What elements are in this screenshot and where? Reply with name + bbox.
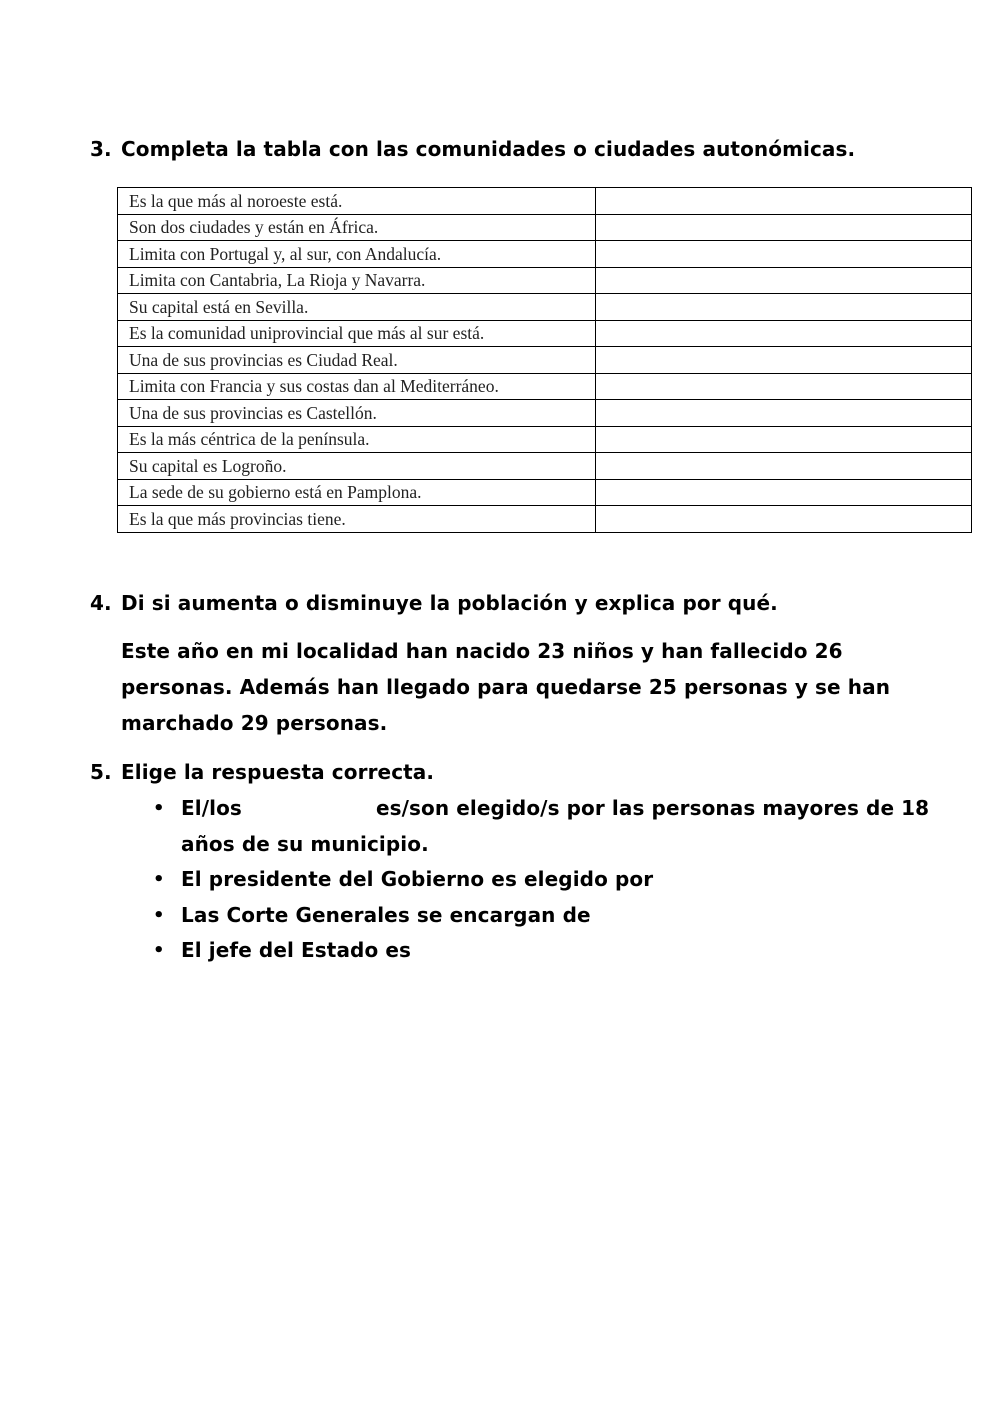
clue-cell: Una de sus provincias es Castellón. xyxy=(118,400,596,427)
question-4-heading xyxy=(90,591,778,615)
answer-cell[interactable] xyxy=(596,400,972,427)
question-5-text: Elige la respuesta correcta. xyxy=(121,760,435,784)
clue-cell: Su capital está en Sevilla. xyxy=(118,294,596,321)
question-3-heading xyxy=(90,137,855,161)
table-row xyxy=(118,347,972,374)
answer-cell[interactable] xyxy=(596,294,972,321)
table-row xyxy=(118,479,972,506)
clue-cell: Es la que más al noroeste está. xyxy=(118,188,596,215)
item-text-after: es/son elegido/s por las personas mayores de 18 años de su municipio. xyxy=(181,796,930,856)
clue-cell: Limita con Francia y sus costas dan al Mediterráneo. xyxy=(118,373,596,400)
item-text-before: El presidente del Gobierno es elegido por xyxy=(181,867,654,891)
answer-cell[interactable] xyxy=(596,188,972,215)
list-item xyxy=(150,898,930,934)
answer-cell[interactable] xyxy=(596,241,972,268)
clue-cell: Es la comunidad uniprovincial que más al sur está. xyxy=(118,320,596,347)
table-row xyxy=(118,453,972,480)
clue-cell: Limita con Portugal y, al sur, con Andalucía. xyxy=(118,241,596,268)
answer-cell[interactable] xyxy=(596,373,972,400)
table-row xyxy=(118,426,972,453)
answer-cell[interactable] xyxy=(596,479,972,506)
clue-cell: Es la que más provincias tiene. xyxy=(118,506,596,533)
clue-cell: Son dos ciudades y están en África. xyxy=(118,214,596,241)
bullet-icon: • xyxy=(153,940,165,961)
question-3-number: 3. xyxy=(90,137,112,161)
table-row xyxy=(118,294,972,321)
answer-cell[interactable] xyxy=(596,506,972,533)
answer-cell[interactable] xyxy=(596,214,972,241)
answer-cell[interactable] xyxy=(596,453,972,480)
bullet-icon: • xyxy=(153,904,165,926)
question-5-number: 5. xyxy=(90,760,112,784)
clue-cell: La sede de su gobierno está en Pamplona. xyxy=(118,479,596,506)
item-text-before: El/los xyxy=(181,796,242,820)
question-3-text: Completa la tabla con las comunidades o ciudades autonómicas. xyxy=(121,137,856,161)
list-item xyxy=(150,933,930,969)
question-5-heading xyxy=(90,760,434,784)
question-5-list xyxy=(150,791,930,969)
table-row xyxy=(118,241,972,268)
question-4-number: 4. xyxy=(90,591,112,615)
bullet-icon: • xyxy=(153,798,165,819)
answer-cell[interactable] xyxy=(596,347,972,374)
autonomous-communities-table xyxy=(117,187,972,533)
answer-cell[interactable] xyxy=(596,426,972,453)
question-4-text: Di si aumenta o disminuye la población y explica por qué. xyxy=(121,591,778,615)
list-item xyxy=(150,862,930,898)
clue-cell: Una de sus provincias es Ciudad Real. xyxy=(118,347,596,374)
item-text-before: El jefe del Estado es xyxy=(181,938,412,962)
table-row xyxy=(118,373,972,400)
list-item xyxy=(150,791,930,862)
item-text-before: Las Corte Generales se encargan de xyxy=(181,902,591,927)
table-row xyxy=(118,400,972,427)
table-row xyxy=(118,214,972,241)
table-row xyxy=(118,320,972,347)
clue-cell: Limita con Cantabria, La Rioja y Navarra. xyxy=(118,267,596,294)
table-row xyxy=(118,506,972,533)
answer-cell[interactable] xyxy=(596,267,972,294)
clue-cell: Es la más céntrica de la península. xyxy=(118,426,596,453)
question-4-paragraph: Este año en mi localidad han nacido 23 niños y han fallecido 26 personas. Además han llegado para quedarse 25 personas y se han marchado 29 personas. xyxy=(121,639,891,735)
table-row xyxy=(118,188,972,215)
bullet-icon: • xyxy=(153,869,165,890)
answer-cell[interactable] xyxy=(596,320,972,347)
table-row xyxy=(118,267,972,294)
clue-cell: Su capital es Logroño. xyxy=(118,453,596,480)
